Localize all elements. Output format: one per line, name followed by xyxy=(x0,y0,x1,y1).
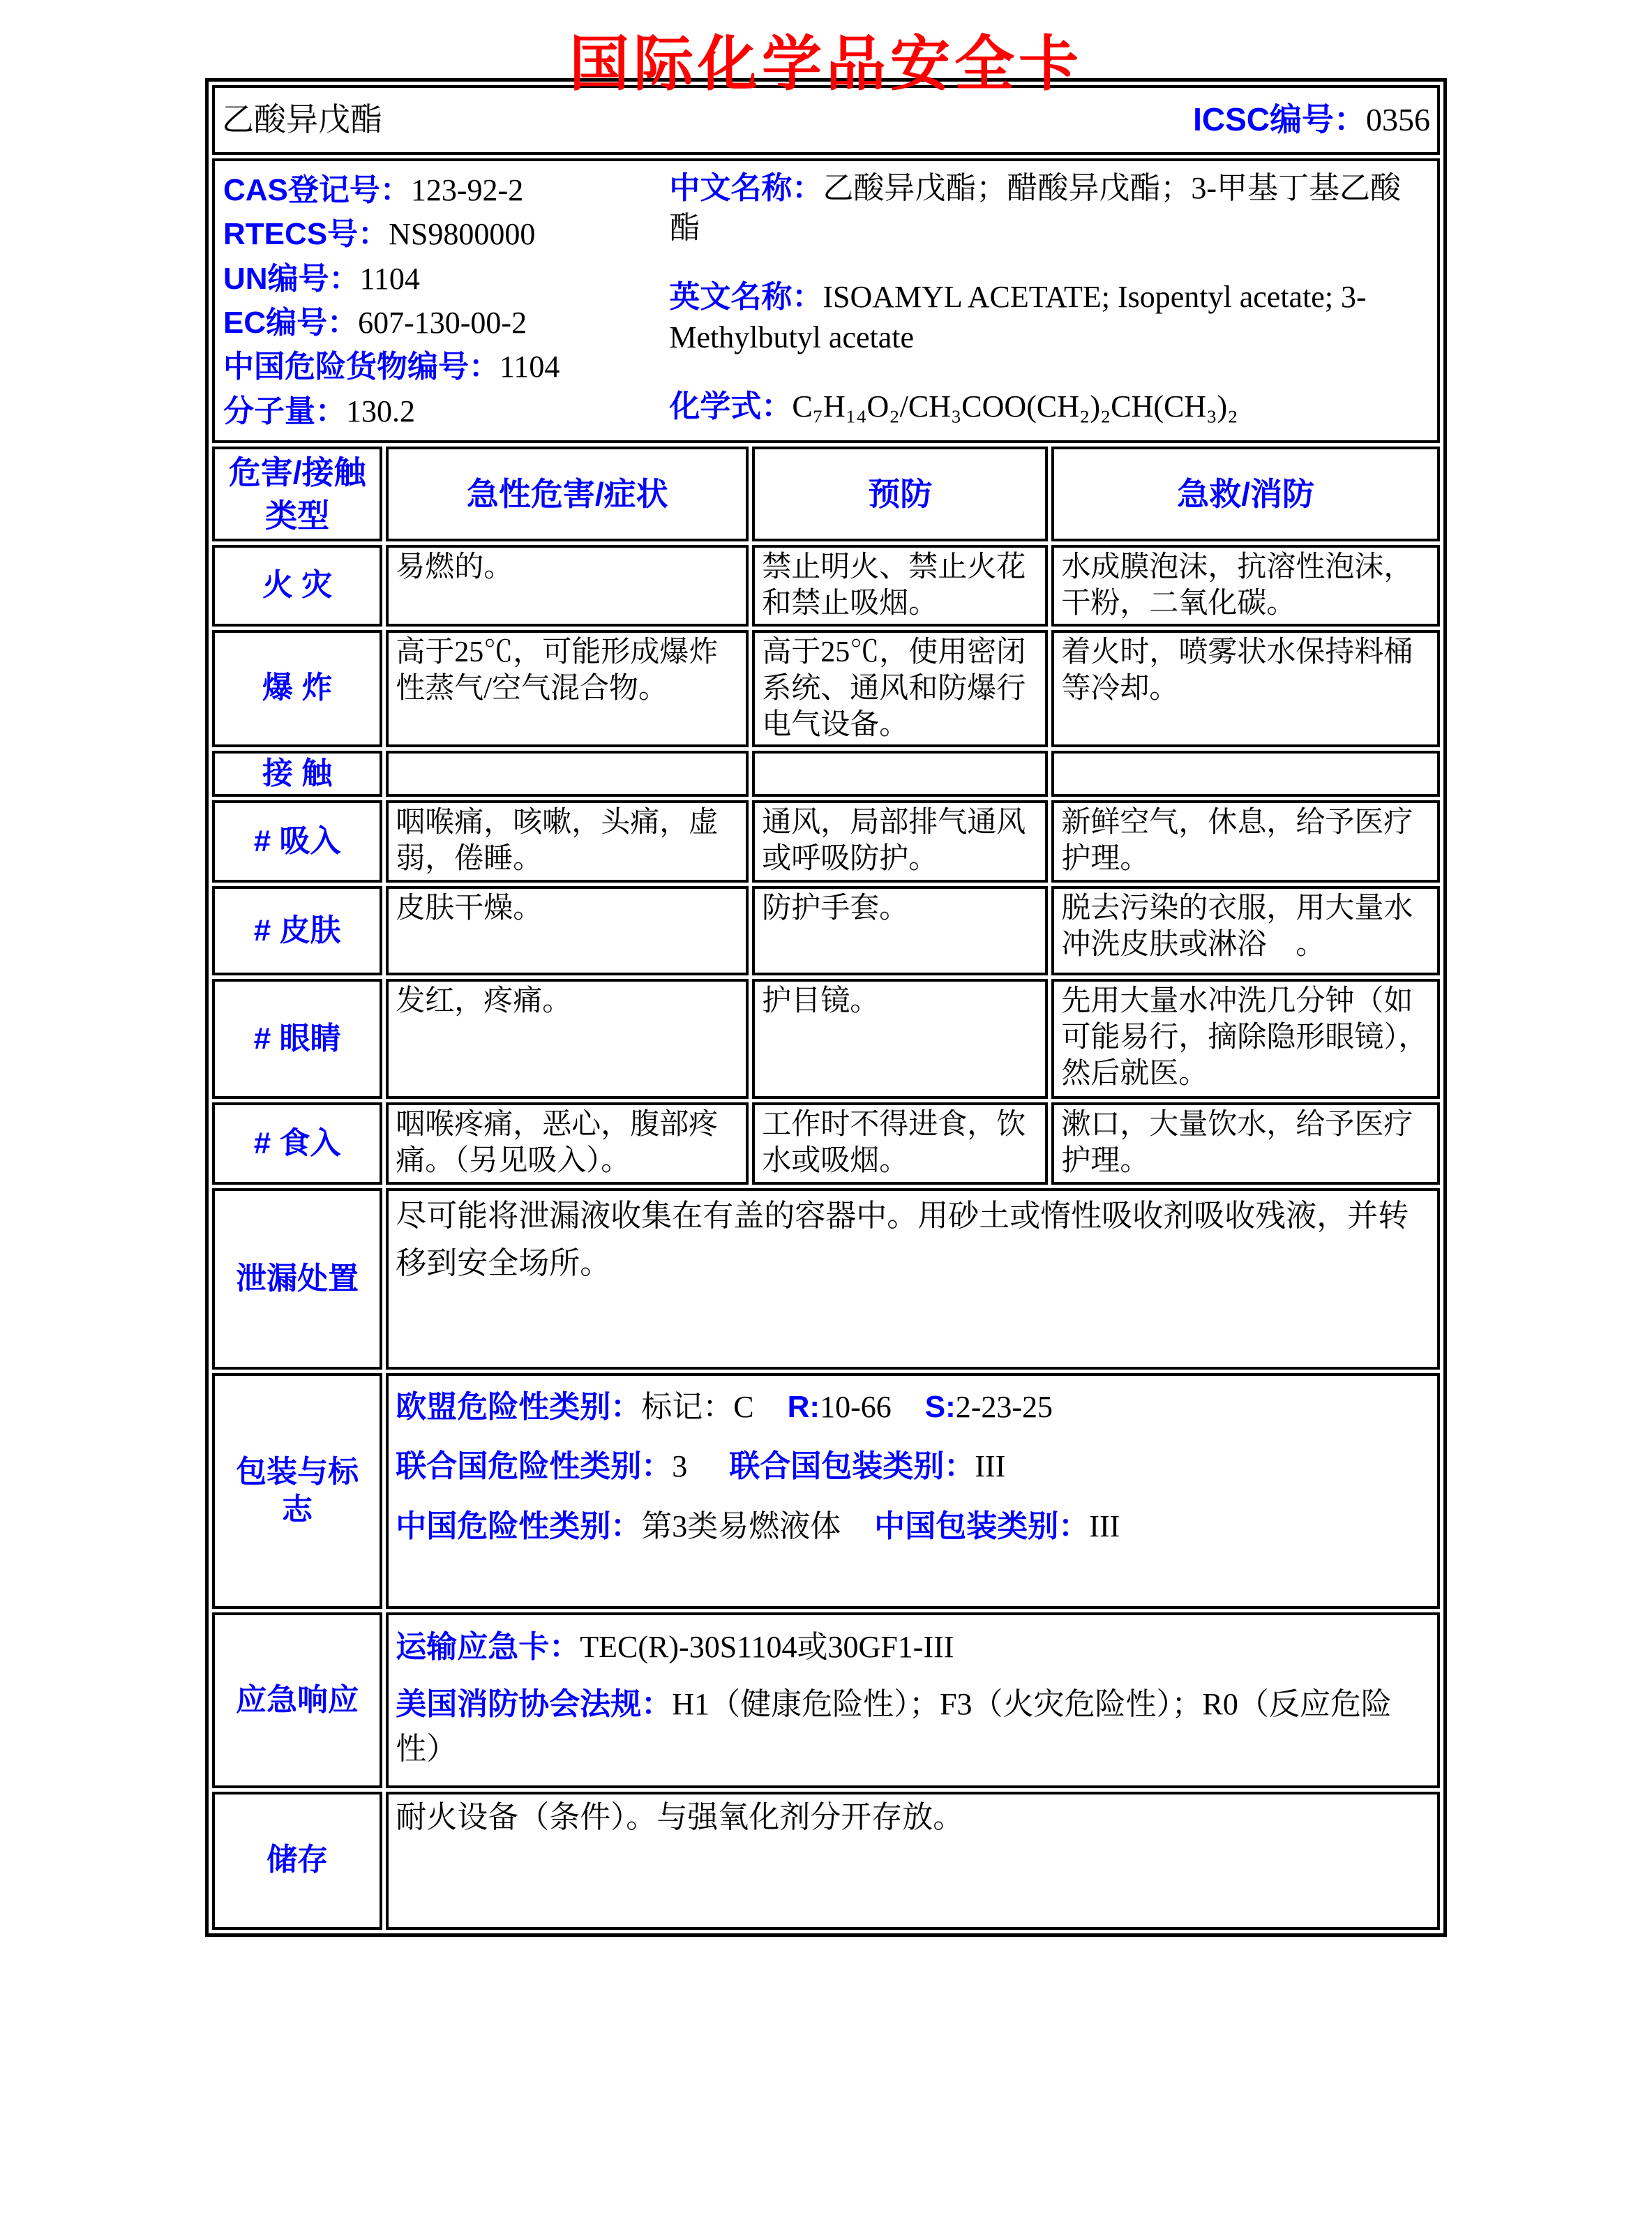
skin-response: 脱去污染的衣服，用大量水冲洗皮肤或淋浴 。 xyxy=(1051,886,1440,975)
ingestion-label-cell xyxy=(212,1102,382,1185)
eu-mark-value: 标记：C xyxy=(641,1390,754,1425)
contact-row xyxy=(212,751,1440,797)
rtecs-label: RTECS号： xyxy=(223,217,389,252)
response-header: 急救/消防 xyxy=(1051,447,1440,541)
contact-prevention xyxy=(752,751,1048,797)
chemical-formula-value: C₇H₁₄O₂/CH₃COO(CH₂)₂CH(CH₃)₂ xyxy=(792,389,1238,424)
nfpa-value: H1（健康危险性）；F3（火灾危险性）；R0（反应危险性） xyxy=(396,1687,1392,1766)
fire-row xyxy=(212,545,1440,626)
packaging-label-cell xyxy=(212,1373,382,1609)
chinese-name-label: 中文名称： xyxy=(669,171,823,205)
eyes-symptoms: 发红，疼痛。 xyxy=(386,979,749,1099)
inhalation-label-cell xyxy=(212,800,382,883)
hazard-header-row xyxy=(212,447,1440,541)
spill-text: 尽可能将泄漏液收集在有盖的容器中。用砂土或惰性吸收剂吸收残液，并转移到安全场所。 xyxy=(396,1199,1409,1281)
eu-hazard-label: 欧盟危险性类别： xyxy=(396,1390,642,1425)
explosion-row xyxy=(212,630,1440,747)
transport-card-value: TEC(R)-30S1104或30GF1-III xyxy=(580,1630,954,1665)
skin-prevention: 防护手套。 xyxy=(752,886,1048,975)
ec-number-line xyxy=(223,301,669,345)
packaging-content-cell xyxy=(386,1373,1440,1609)
contact-label: 接 触 xyxy=(262,756,333,790)
chinese-name-line xyxy=(669,168,1429,248)
skin-symptoms: 皮肤干燥。 xyxy=(386,886,749,975)
inhalation-symptoms: 咽喉痛，咳嗽，头痛，虚弱，倦睡。 xyxy=(386,800,749,883)
packaging-label: 包装与标志 xyxy=(236,1454,359,1527)
storage-content-cell xyxy=(386,1792,1440,1930)
cn-pack-value: III xyxy=(1089,1508,1120,1543)
fire-symptoms: 易燃的。 xyxy=(386,545,749,626)
cas-value: 123-92-2 xyxy=(410,173,524,207)
explosion-response: 着火时，喷雾状水保持料桶等冷却。 xyxy=(1051,630,1440,747)
ingestion-prevention: 工作时不得进食，饮水或吸烟。 xyxy=(752,1102,1048,1185)
molecular-weight-line xyxy=(223,389,669,433)
un-label: UN编号： xyxy=(223,261,360,296)
spill-label: 泄漏处置 xyxy=(236,1261,359,1296)
un-class-value: 3 xyxy=(672,1449,688,1484)
storage-label-cell xyxy=(212,1792,382,1930)
substance-name: 乙酸异戊酯 xyxy=(222,102,382,138)
eyes-response: 先用大量水冲洗几分钟（如可能易行，摘除隐形眼镜），然后就医。 xyxy=(1051,979,1440,1099)
un-pack-label: 联合国包装类别： xyxy=(729,1449,975,1484)
inhalation-prevention: 通风，局部排气通风或呼吸防护。 xyxy=(752,800,1048,883)
nfpa-line xyxy=(396,1682,1430,1771)
chemical-formula-label: 化学式： xyxy=(669,389,793,424)
storage-text: 耐火设备（条件）。与强氧化剂分开存放。 xyxy=(396,1799,964,1834)
icsc-label: ICSC编号： xyxy=(1193,101,1366,138)
ingestion-label: # 食入 xyxy=(253,1126,341,1160)
un-class-label: 联合国危险性类别： xyxy=(396,1449,673,1484)
rtecs-number-line xyxy=(223,212,669,256)
symptoms-header: 急性危害/症状 xyxy=(386,447,749,541)
fire-label-cell xyxy=(212,545,382,626)
explosion-symptoms: 高于25℃，可能形成爆炸性蒸气/空气混合物。 xyxy=(386,630,749,747)
un-class-line xyxy=(396,1446,1430,1486)
contact-symptoms xyxy=(386,751,749,797)
ec-label: EC编号： xyxy=(223,306,359,340)
identifier-list xyxy=(223,168,669,433)
prevention-header: 预防 xyxy=(752,447,1048,541)
nfpa-label: 美国消防协会法规： xyxy=(396,1687,673,1722)
fire-prevention: 禁止明火、禁止火花和禁止吸烟。 xyxy=(752,545,1048,626)
ingestion-symptoms: 咽喉疼痛，恶心，腹部疼痛。（另见吸入）。 xyxy=(386,1102,749,1185)
contact-label-cell xyxy=(212,751,382,797)
cn-class-value: 第3类易燃液体 xyxy=(641,1508,841,1543)
emergency-content-cell xyxy=(386,1612,1440,1788)
china-dg-number-line xyxy=(223,345,669,389)
inhalation-response: 新鲜空气，休息，给予医疗护理。 xyxy=(1051,800,1440,883)
skin-label: # 皮肤 xyxy=(253,913,341,947)
ingestion-response: 漱口，大量饮水，给予医疗护理。 xyxy=(1051,1102,1440,1185)
un-number-line xyxy=(223,257,669,301)
emergency-label: 应急响应 xyxy=(236,1682,359,1717)
chemical-formula-line xyxy=(669,387,1429,426)
ec-value: 607-130-00-2 xyxy=(358,306,527,340)
emergency-row xyxy=(212,1612,1440,1788)
molecular-weight-value: 130.2 xyxy=(346,394,415,428)
identification-row xyxy=(212,158,1440,443)
chinese-name-value: 乙酸异戊酯；醋酸异戊酯；3-甲基丁基乙酸酯 xyxy=(669,171,1402,246)
ingestion-row xyxy=(212,1102,1440,1185)
english-name-line xyxy=(669,277,1429,357)
skin-row xyxy=(212,886,1440,975)
un-value: 1104 xyxy=(359,261,420,296)
skin-label-cell xyxy=(212,886,382,975)
packaging-row xyxy=(212,1373,1440,1609)
storage-row xyxy=(212,1792,1440,1930)
cn-class-label: 中国危险性类别： xyxy=(396,1508,642,1543)
explosion-label: 爆 炸 xyxy=(262,670,333,705)
rtecs-value: NS9800000 xyxy=(389,217,536,252)
page-title: 国际化学品安全卡 xyxy=(569,31,1083,98)
identification-cell xyxy=(212,158,1440,443)
storage-label: 储存 xyxy=(266,1843,329,1878)
eyes-row xyxy=(212,979,1440,1099)
emergency-label-cell xyxy=(212,1612,382,1788)
icsc-number-group xyxy=(1193,100,1430,140)
spill-label-cell xyxy=(212,1188,382,1370)
icsc-value: 0356 xyxy=(1366,102,1430,138)
china-dg-label: 中国危险货物编号： xyxy=(223,350,500,384)
un-pack-value: III xyxy=(975,1449,1006,1484)
eyes-label: # 眼睛 xyxy=(253,1021,341,1056)
cas-label: CAS登记号： xyxy=(223,173,411,207)
eyes-label-cell xyxy=(212,979,382,1099)
cn-pack-label: 中国包装类别： xyxy=(874,1508,1090,1543)
spill-content-cell xyxy=(386,1188,1440,1370)
china-dg-value: 1104 xyxy=(500,350,560,384)
spill-row xyxy=(212,1188,1440,1370)
explosion-label-cell xyxy=(212,630,382,747)
name-list xyxy=(669,168,1429,433)
fire-label: 火 灾 xyxy=(262,568,333,603)
english-name-value: ISOAMYL ACETATE; Isopentyl acetate; 3-Methylbutyl acetate xyxy=(669,280,1367,354)
cas-number-line xyxy=(223,168,669,212)
transport-card-label: 运输应急卡： xyxy=(396,1630,580,1665)
safety-card-table xyxy=(205,78,1447,1937)
s-phrase-value: 2-23-25 xyxy=(955,1390,1053,1425)
contact-response xyxy=(1051,751,1440,797)
r-phrase-value: 10-66 xyxy=(820,1390,892,1425)
s-phrase-label: S: xyxy=(924,1390,956,1425)
fire-response: 水成膜泡沫，抗溶性泡沫，干粉，二氧化碳。 xyxy=(1051,545,1440,626)
english-name-label: 英文名称： xyxy=(669,280,823,315)
explosion-prevention: 高于25℃，使用密闭系统、通风和防爆行电气设备。 xyxy=(752,630,1048,747)
eyes-prevention: 护目镜。 xyxy=(752,979,1048,1099)
cn-class-line xyxy=(396,1506,1430,1546)
inhalation-row xyxy=(212,800,1440,883)
eu-hazard-line xyxy=(396,1387,1430,1427)
transport-card-line xyxy=(396,1625,1430,1670)
molecular-weight-label: 分子量： xyxy=(223,394,346,428)
r-phrase-label: R: xyxy=(787,1390,820,1425)
hazard-type-header: 危害/接触 类型 xyxy=(212,447,382,541)
inhalation-label: # 吸入 xyxy=(253,824,341,858)
